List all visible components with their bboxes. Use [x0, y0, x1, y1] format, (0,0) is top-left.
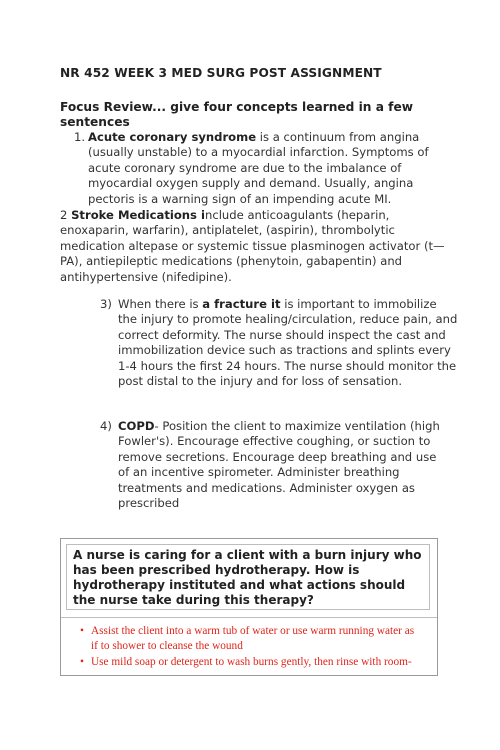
bullet-icon: • [80, 625, 84, 637]
concept-item-1 [74, 130, 433, 207]
answer-list [80, 624, 423, 671]
item-text: is important to immobilize the injury to promote healing/circulation, reduce pain, and correct deformity. The nurse should inspect the cast and immobilization device such as tractions and splints every 1-4 hours the first 24 hours. The nurse should monitor the post distal to the injury and for loss of sensation. [118, 297, 458, 389]
question-heading: A nurse is caring for a client with a burn injury who has been prescribed hydrotherapy. How is hydrotherapy instituted and what actions should the nurse take during this therapy? [66, 544, 430, 610]
item-prefix: When there is [118, 297, 203, 311]
item-number: 4) [100, 419, 112, 433]
table-divider [61, 617, 437, 618]
item-keyword: a fracture it [202, 297, 281, 311]
answer-text: Use mild soap or detergent to wash burns gently, then rinse with room- [91, 656, 412, 668]
focus-review-heading: Focus Review... give four concepts learned in a few sentences [60, 100, 414, 129]
concept-item-2 [60, 208, 452, 285]
item-number: 3) [100, 297, 112, 311]
item-number: 2 [60, 208, 68, 222]
answer-text: Assist the client into a warm tub of water or use warm running water as if to shower to cleanse the wound [91, 625, 415, 652]
document-title: NR 452 WEEK 3 MED SURG POST ASSIGNMENT [60, 66, 382, 80]
item-text: nclude anticoagulants (heparin, enoxaparin, warfarin), antiplatelet, (aspirin), thrombolytic medication altepase or systemic tissue plasminogen activator (t—PA), antiepileptic medications (phenytoin, gabapentin) and antihypertensive (nifedipine). [60, 208, 445, 284]
item-number: 1. [74, 130, 86, 144]
item-text: - Position the client to maximize ventilation (high Fowler's). Encourage effective coughing, or suction to remove secretions. Encourage deep breathing and use of an incentive spirometer. Administer breathing treatments and medications. Administer oxygen as prescribed [118, 419, 440, 511]
concept-item-3 [100, 297, 458, 389]
item-keyword: Acute coronary syndrome [88, 130, 257, 144]
question-table [60, 538, 438, 676]
answer-item [80, 624, 423, 654]
concept-item-4 [100, 419, 448, 511]
answer-item [80, 655, 423, 670]
bullet-icon: • [80, 656, 84, 668]
item-keyword: Stroke Medications i [71, 208, 205, 222]
item-text: is a continuum from angina (usually unstable) to a myocardial infarction. Symptoms of acute coronary syndrome are due to the imbalance of myocardial oxygen supply and demand. Usually, angina pectoris is a warning sign of an impending acute MI. [88, 130, 429, 206]
item-keyword: COPD [118, 419, 155, 433]
